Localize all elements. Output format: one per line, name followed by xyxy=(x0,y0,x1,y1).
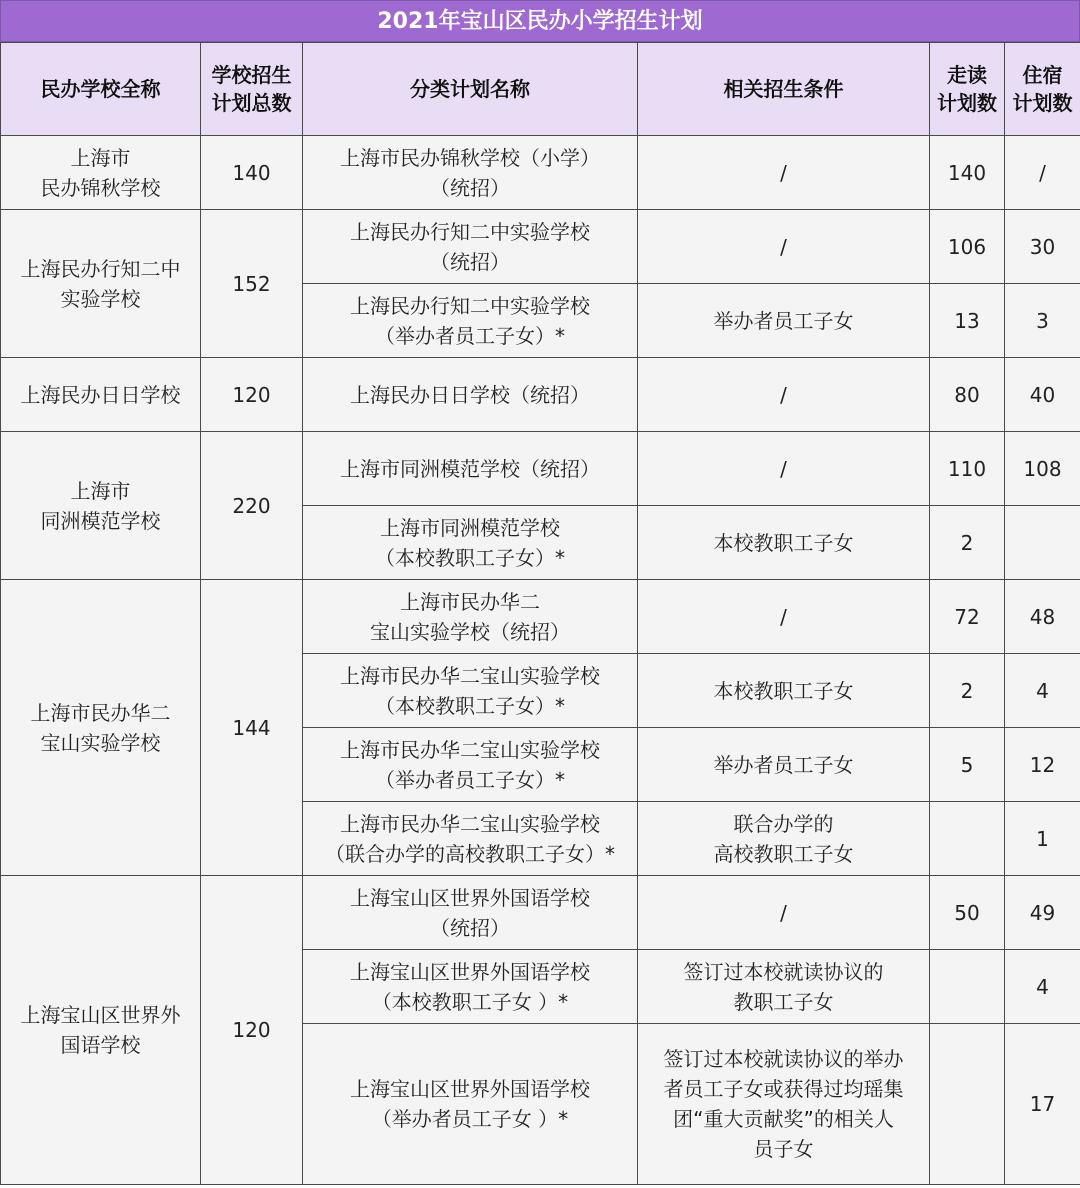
condition-cell: / xyxy=(638,358,930,432)
day-plan-cell: 2 xyxy=(930,654,1005,728)
header-boarding-plan: 住宿 计划数 xyxy=(1005,43,1080,136)
header-school-name: 民办学校全称 xyxy=(1,43,201,136)
boarding-plan-cell: 12 xyxy=(1005,728,1080,802)
boarding-plan-cell: / xyxy=(1005,136,1080,210)
day-plan-cell: 13 xyxy=(930,284,1005,358)
day-plan-cell: 140 xyxy=(930,136,1005,210)
condition-cell: 签订过本校就读协议的举办 者员工子女或获得过均瑶集 团“重大贡献奖”的相关人 员子女 xyxy=(638,1024,930,1185)
boarding-plan-cell: 30 xyxy=(1005,210,1080,284)
school-total-cell: 220 xyxy=(201,432,303,580)
school-total-cell: 152 xyxy=(201,210,303,358)
plan-name-cell: 上海宝山区世界外国语学校 （本校教职工子女 ）* xyxy=(303,950,638,1024)
table-row xyxy=(1,876,1080,950)
plan-name-cell: 上海宝山区世界外国语学校 （统招） xyxy=(303,876,638,950)
day-plan-cell: 50 xyxy=(930,876,1005,950)
boarding-plan-cell: 40 xyxy=(1005,358,1080,432)
boarding-plan-cell: 48 xyxy=(1005,580,1080,654)
condition-cell: 联合办学的 高校教职工子女 xyxy=(638,802,930,876)
school-total-cell: 144 xyxy=(201,580,303,876)
boarding-plan-cell: 1 xyxy=(1005,802,1080,876)
header-day-plan: 走读 计划数 xyxy=(930,43,1005,136)
day-plan-cell: 2 xyxy=(930,506,1005,580)
table-title: 2021年宝山区民办小学招生计划 xyxy=(0,0,1080,42)
condition-cell: 举办者员工子女 xyxy=(638,728,930,802)
school-name-cell: 上海民办日日学校 xyxy=(1,358,201,432)
plan-name-cell: 上海民办行知二中实验学校 （统招） xyxy=(303,210,638,284)
boarding-plan-cell xyxy=(1005,506,1080,580)
school-name-cell: 上海市 同洲模范学校 xyxy=(1,432,201,580)
condition-cell: / xyxy=(638,136,930,210)
plan-name-cell: 上海市民办华二宝山实验学校 （联合办学的高校教职工子女）* xyxy=(303,802,638,876)
condition-cell: / xyxy=(638,876,930,950)
day-plan-cell xyxy=(930,802,1005,876)
plan-name-cell: 上海宝山区世界外国语学校 （举办者员工子女 ）* xyxy=(303,1024,638,1185)
header-total-plan: 学校招生 计划总数 xyxy=(201,43,303,136)
day-plan-cell: 5 xyxy=(930,728,1005,802)
boarding-plan-cell: 4 xyxy=(1005,654,1080,728)
plan-name-cell: 上海市同洲模范学校 （本校教职工子女）* xyxy=(303,506,638,580)
table-row xyxy=(1,432,1080,506)
plan-name-cell: 上海民办行知二中实验学校 （举办者员工子女）* xyxy=(303,284,638,358)
school-total-cell: 120 xyxy=(201,358,303,432)
school-name-cell: 上海市民办华二 宝山实验学校 xyxy=(1,580,201,876)
day-plan-cell: 106 xyxy=(930,210,1005,284)
boarding-plan-cell: 17 xyxy=(1005,1024,1080,1185)
plan-name-cell: 上海市民办华二宝山实验学校 （本校教职工子女）* xyxy=(303,654,638,728)
plan-name-cell: 上海民办日日学校（统招） xyxy=(303,358,638,432)
day-plan-cell xyxy=(930,1024,1005,1185)
condition-cell: 本校教职工子女 xyxy=(638,654,930,728)
boarding-plan-cell: 108 xyxy=(1005,432,1080,506)
table-row xyxy=(1,580,1080,654)
header-plan-category: 分类计划名称 xyxy=(303,43,638,136)
day-plan-cell: 110 xyxy=(930,432,1005,506)
boarding-plan-cell: 4 xyxy=(1005,950,1080,1024)
plan-name-cell: 上海市民办华二 宝山实验学校（统招） xyxy=(303,580,638,654)
table-row xyxy=(1,136,1080,210)
school-total-cell: 120 xyxy=(201,876,303,1185)
enrollment-table xyxy=(0,42,1080,1185)
plan-name-cell: 上海市民办锦秋学校（小学） （统招） xyxy=(303,136,638,210)
condition-cell: 举办者员工子女 xyxy=(638,284,930,358)
boarding-plan-cell: 49 xyxy=(1005,876,1080,950)
condition-cell: 本校教职工子女 xyxy=(638,506,930,580)
school-name-cell: 上海市 民办锦秋学校 xyxy=(1,136,201,210)
table-row xyxy=(1,358,1080,432)
header-conditions: 相关招生条件 xyxy=(638,43,930,136)
plan-name-cell: 上海市同洲模范学校（统招） xyxy=(303,432,638,506)
condition-cell: 签订过本校就读协议的 教职工子女 xyxy=(638,950,930,1024)
boarding-plan-cell: 3 xyxy=(1005,284,1080,358)
condition-cell: / xyxy=(638,580,930,654)
school-name-cell: 上海宝山区世界外 国语学校 xyxy=(1,876,201,1185)
plan-name-cell: 上海市民办华二宝山实验学校 （举办者员工子女）* xyxy=(303,728,638,802)
table-row xyxy=(1,210,1080,284)
day-plan-cell xyxy=(930,950,1005,1024)
header-row xyxy=(1,43,1080,136)
school-name-cell: 上海民办行知二中 实验学校 xyxy=(1,210,201,358)
day-plan-cell: 72 xyxy=(930,580,1005,654)
day-plan-cell: 80 xyxy=(930,358,1005,432)
condition-cell: / xyxy=(638,432,930,506)
condition-cell: / xyxy=(638,210,930,284)
school-total-cell: 140 xyxy=(201,136,303,210)
